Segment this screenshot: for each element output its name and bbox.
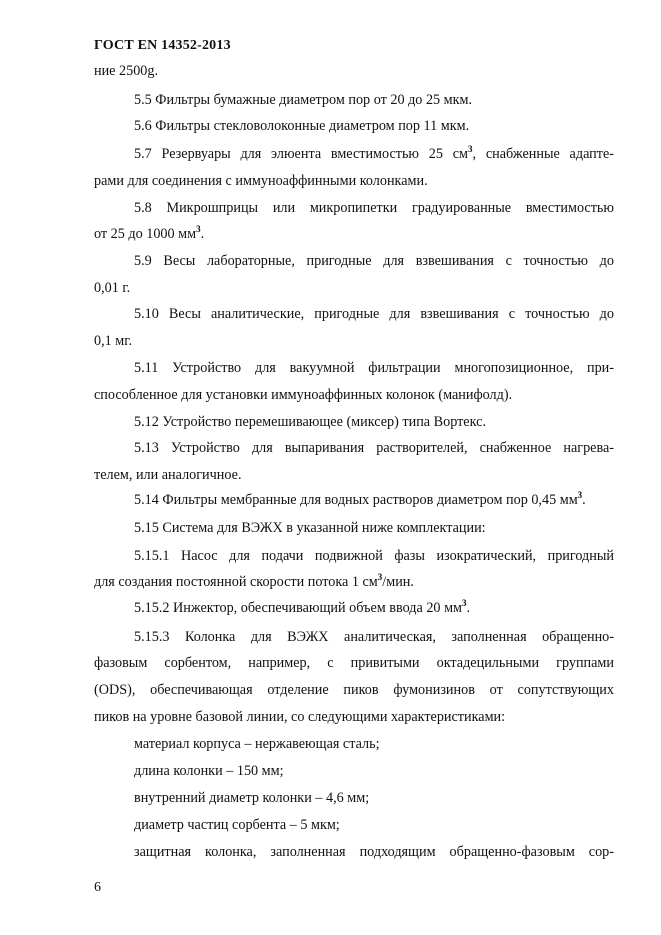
text-line: телем, или аналогичное. xyxy=(94,467,242,483)
text-line: 5.8 Микрошприцы или микропипетки градуированные вместимостью xyxy=(134,200,614,216)
text-line: защитная колонка, заполненная подходящим обращенно-фазовым сор- xyxy=(134,844,614,860)
text-line: для создания постоянной скорости потока 1 $см^3$/мин. xyxy=(94,572,414,590)
text-line: (ODS), обеспечивающая отделение пиков фумонизинов от сопутствующих xyxy=(94,682,614,698)
document-header: ГОСТ EN 14352-2013 xyxy=(94,38,231,53)
text-line: 5.7 Резервуары для элюента вместимостью 25 $см^3$, снабженные адапте- xyxy=(134,144,614,162)
text-line: 5.12 Устройство перемешивающее (миксер) типа Вортекс. xyxy=(134,414,486,430)
text-line: 5.15.1 Насос для подачи подвижной фазы изократический, пригодный xyxy=(134,548,614,564)
text-line: материал корпуса – нержавеющая сталь; xyxy=(134,736,380,752)
text-line: 5.15.2 Инжектор, обеспечивающий объем ввода 20 $мм^3$. xyxy=(134,598,471,616)
text-line: 5.13 Устройство для выпаривания растворителей, снабженное нагрева- xyxy=(134,440,614,456)
text-line: 0,01 г. xyxy=(94,280,131,296)
text-line: 5.15.3 Колонка для ВЭЖХ аналитическая, заполненная обращенно- xyxy=(134,629,614,645)
text-line: 5.15 Система для ВЭЖХ в указанной ниже комплектации: xyxy=(134,520,486,536)
text-line: внутренний диаметр колонки – 4,6 мм; xyxy=(134,790,370,806)
text-line: 5.10 Весы аналитические, пригодные для взвешивания с точностью до xyxy=(134,306,614,322)
text-line: длина колонки – 150 мм; xyxy=(134,763,284,779)
text-line: рами для соединения с иммуноаффинными колонками. xyxy=(94,173,428,189)
text-line: диаметр частиц сорбента – 5 мкм; xyxy=(134,817,340,833)
page-number: 6 xyxy=(94,880,101,895)
text-line: 0,1 мг. xyxy=(94,333,133,349)
text-line: ние 2500g. xyxy=(94,63,159,79)
text-line: 5.11 Устройство для вакуумной фильтрации многопозиционное, при- xyxy=(134,360,614,376)
text-line: от 25 до 1000 $мм^3$. xyxy=(94,224,205,242)
text-line: фазовым сорбентом, например, с привитыми октадецильными группами xyxy=(94,655,614,671)
text-line: 5.14 Фильтры мембранные для водных растворов диаметром пор 0,45 $мм^3$. xyxy=(134,490,586,508)
text-line: 5.6 Фильтры стекловолоконные диаметром пор 11 мкм. xyxy=(134,118,470,134)
text-line: способленное для установки иммуноаффинных колонок (манифолд). xyxy=(94,387,513,403)
text-line: пиков на уровне базовой линии, со следующими характеристиками: xyxy=(94,709,506,725)
text-line: 5.9 Весы лабораторные, пригодные для взвешивания с точностью до xyxy=(134,253,614,269)
text-line: 5.5 Фильтры бумажные диаметром пор от 20 до 25 мкм. xyxy=(134,92,473,108)
